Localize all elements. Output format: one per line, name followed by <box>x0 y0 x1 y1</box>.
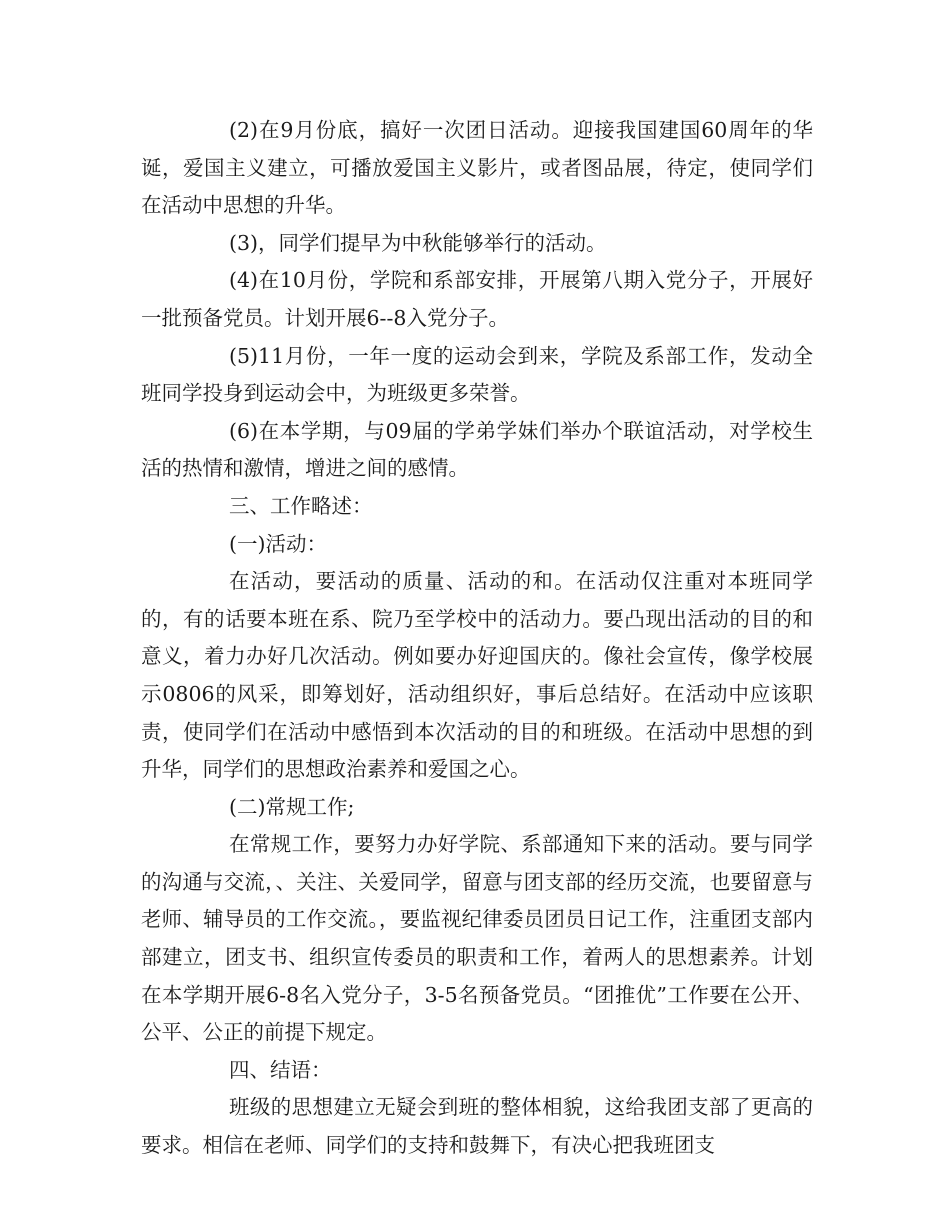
paragraph-activity-2: (2)在9月份底，搞好一次团日活动。迎接我国建国60周年的华诞，爱国主义建立，可播放爱国主义影片，或者图品展，待定，使同学们在活动中思想的升华。 <box>141 118 813 218</box>
paragraph-activities-body: 在活动，要活动的质量、活动的和。在活动仅注重对本班同学的，有的话要本班在系、院乃至学校中的活动力。要凸现出活动的目的和意义，着力办好几次活动。例如要办好迎国庆的。像社会宣传，像学校展示0806的风采，即筹划好，活动组织好，事后总结好。在活动中应该职责，使同学们在活动中感悟到本次活动的目的和班级。在活动中思想的到升华，同学们的思想政治素养和爱国之心。 <box>141 569 813 782</box>
paragraph-conclusion-body: 班级的思想建立无疑会到班的整体相貌，这给我团支部了更高的要求。相信在老师、同学们的支持和鼓舞下，有决心把我班团支 <box>141 1095 813 1158</box>
document-body <box>141 112 813 1165</box>
paragraph-activity-5: (5)11月份，一年一度的运动会到来，学院及系部工作，发动全班同学投身到运动会中，为班级更多荣誉。 <box>141 343 813 406</box>
section-heading-work-summary: 三、工作略述： <box>229 493 373 518</box>
subheading-activities: (一)活动： <box>229 531 327 556</box>
paragraph-activity-4: (4)在10月份，学院和系部安排，开展第八期入党分子，开展好一批预备党员。计划开展6--8入党分子。 <box>141 268 813 330</box>
paragraph-routine-work-body: 在常规工作，要努力办好学院、系部通知下来的活动。要与同学的沟通与交流，、关注、关爱同学，留意与团支部的经历交流，也要留意与老师、辅导员的工作交流。，要监视纪律委员团员日记工作，注重团支部内部建立，团支书、组织宣传委员的职责和工作，着两人的思想素养。计划在本学期开展6-8名入党分子，3-5名预备党员。“团推优”工作要在公开、公平、公正的前提下规定。 <box>141 832 813 1045</box>
section-heading-conclusion: 四、结语： <box>229 1057 332 1082</box>
paragraph-activity-6: (6)在本学期，与09届的学弟学妹们举办个联谊活动，对学校生活的热情和激情，增进之间的感情。 <box>141 418 813 481</box>
paragraph-activity-3: (3)，同学们提早为中秋能够举行的活动。 <box>229 230 607 255</box>
subheading-routine-work: (二)常规工作; <box>229 794 355 819</box>
